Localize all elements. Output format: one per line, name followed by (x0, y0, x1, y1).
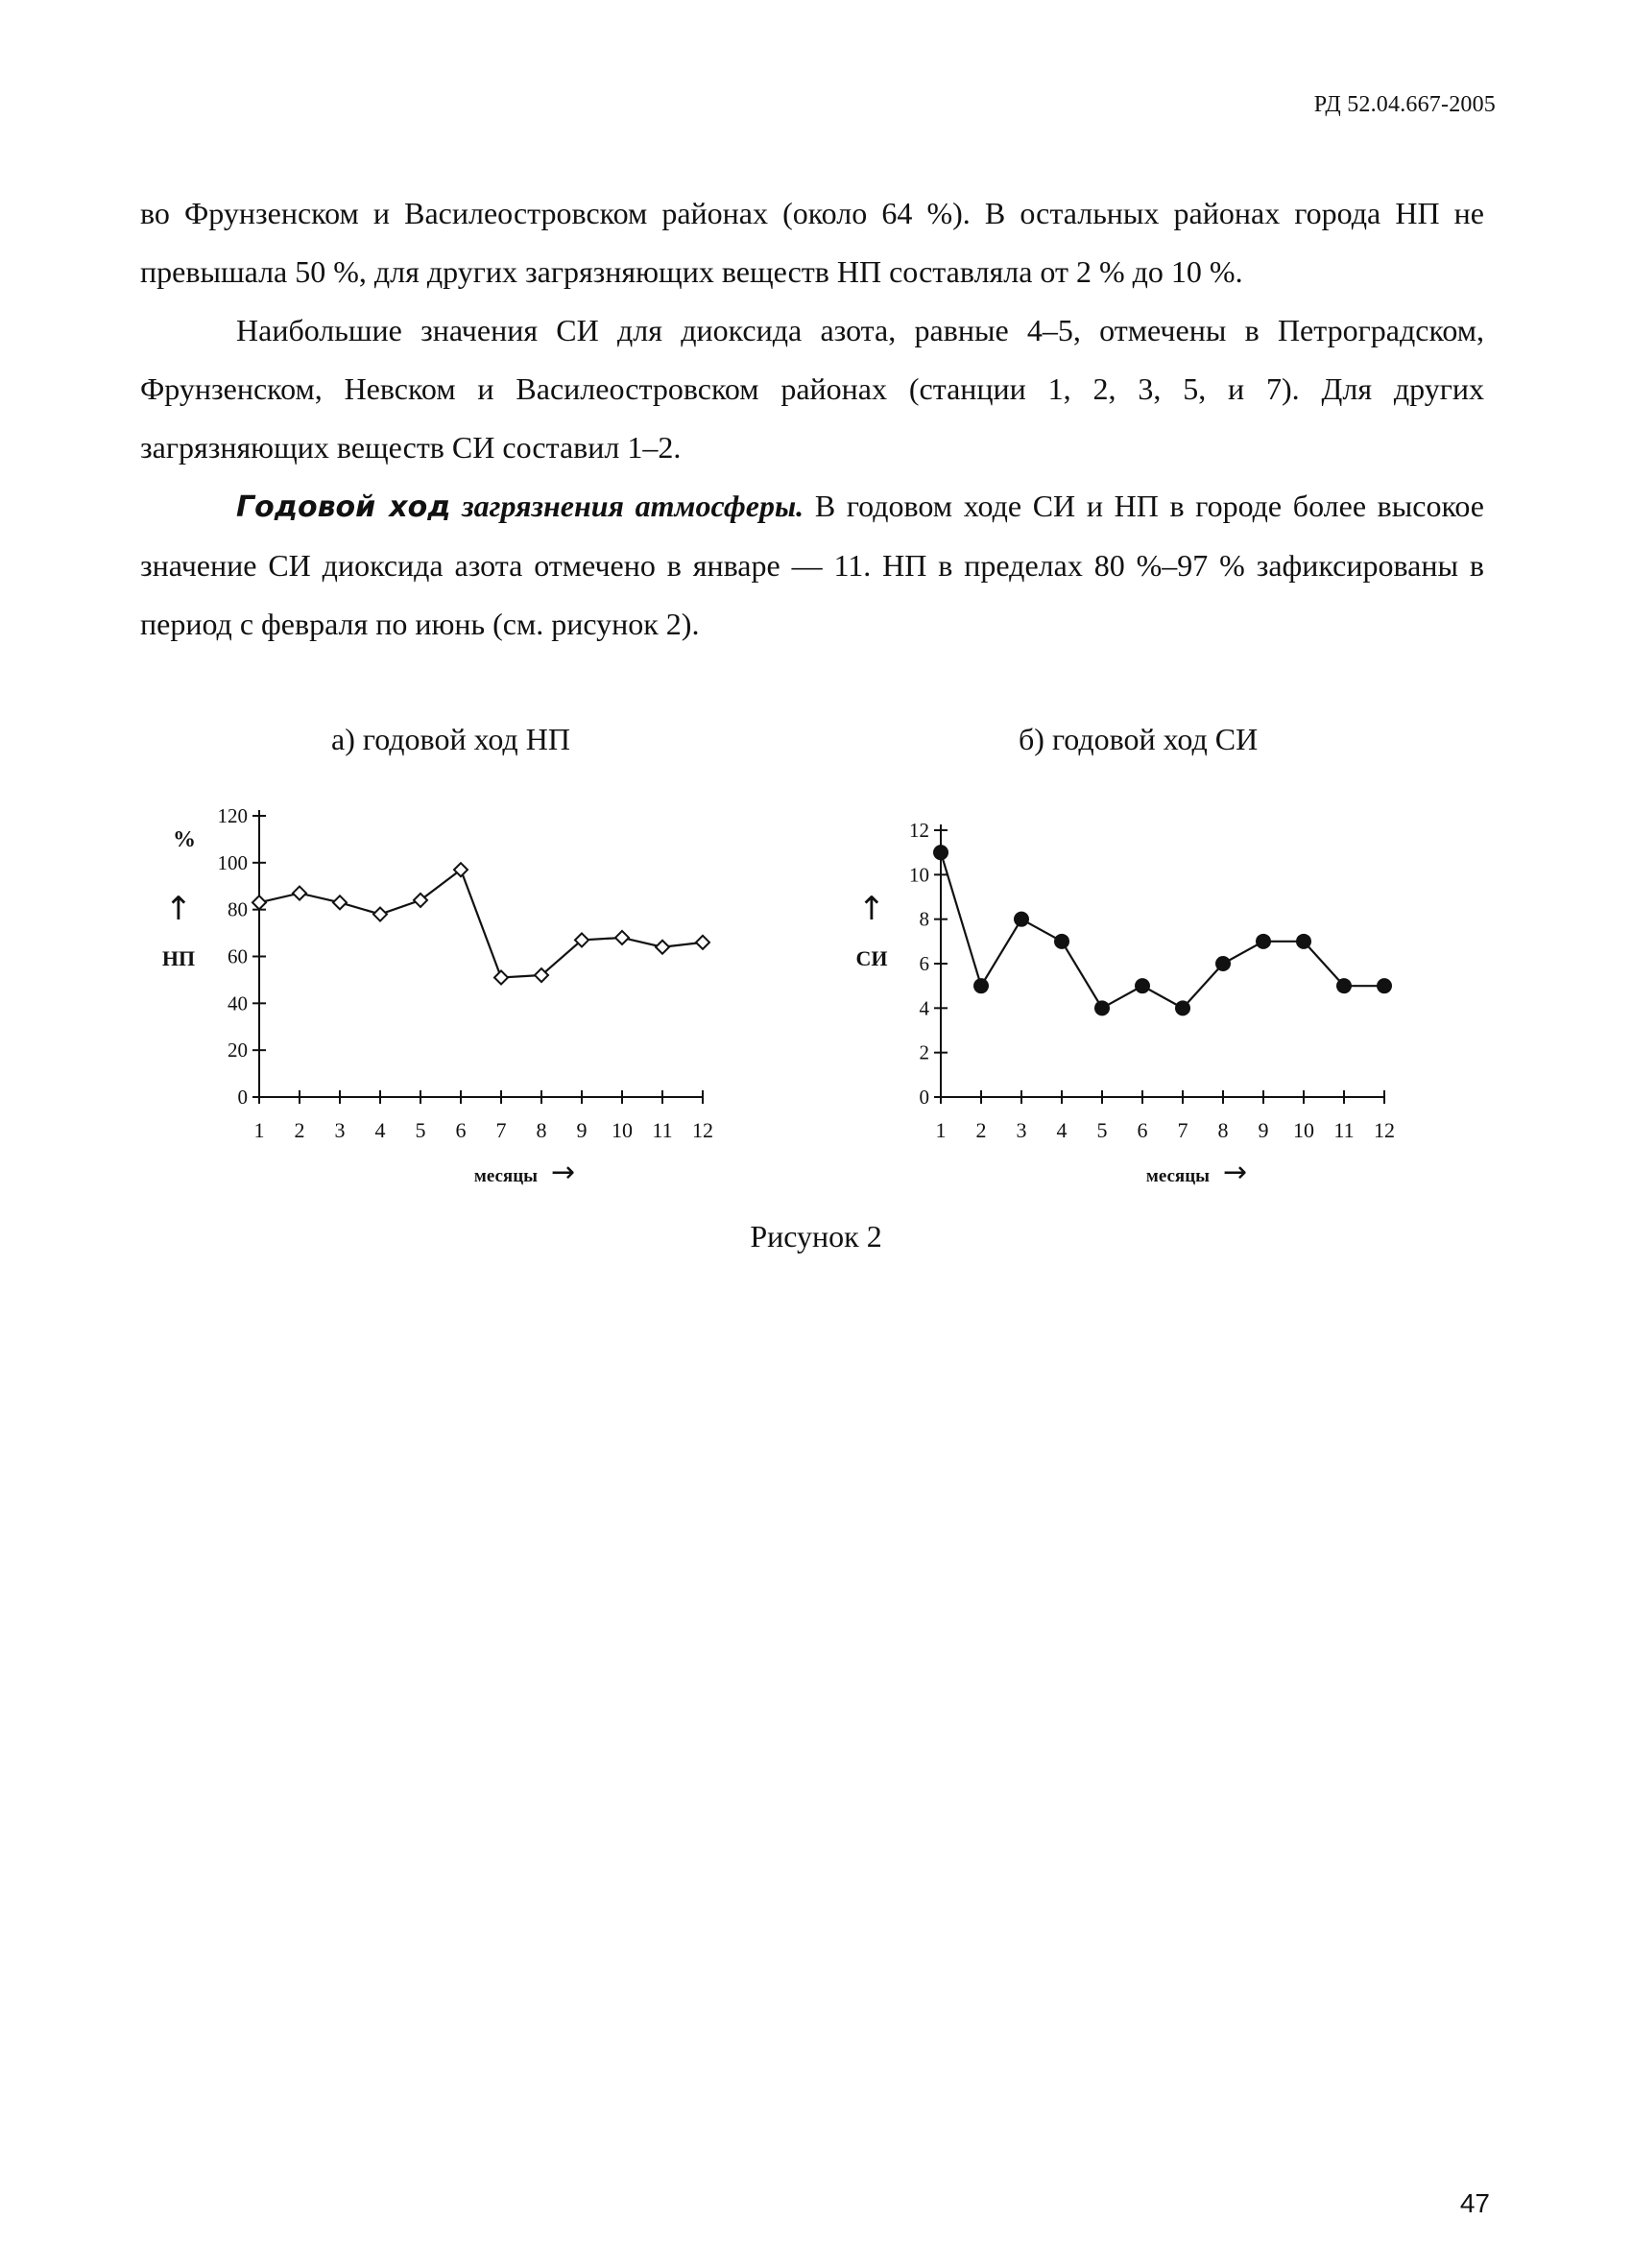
chart-a-x-tick-label: 7 (495, 1118, 507, 1142)
chart-b-point (933, 845, 948, 860)
chart-a-title: а) годовой ход НП (331, 722, 570, 756)
chart-a-x-arrow-icon: → (551, 1156, 576, 1189)
paragraph-3-lead-subheading: загрязнения атмосферы. (462, 489, 804, 523)
chart-b-x-tick-label: 6 (1137, 1118, 1148, 1142)
chart-a-x-tick-label: 8 (536, 1118, 547, 1142)
chart-b-point (1215, 956, 1231, 971)
chart-b-point (1336, 978, 1352, 993)
chart-a-point (373, 908, 387, 921)
chart-b-y-tick-label: 10 (909, 863, 929, 887)
chart-a-point (696, 936, 709, 949)
chart-a-x-label: месяцы (473, 1166, 538, 1186)
chart-a-y-tick-label: 0 (237, 1086, 248, 1109)
chart-b-y-tick-label: 0 (919, 1086, 929, 1109)
chart-b-y-arrow-icon: ↑ (857, 890, 886, 928)
chart-a-point (293, 887, 306, 900)
chart-b-x-tick-label: 12 (1374, 1118, 1395, 1142)
chart-b-x-arrow-icon: → (1223, 1156, 1248, 1189)
page-number: 47 (1459, 2188, 1490, 2218)
chart-b-x-tick-label: 5 (1096, 1118, 1108, 1142)
chart-a-x-tick-label: 6 (455, 1118, 467, 1142)
chart-a-x-tick-label: 1 (253, 1118, 265, 1142)
chart-a-point (252, 895, 266, 909)
chart-b-y-tick-label: 2 (919, 1040, 929, 1064)
chart-b-point (1256, 934, 1271, 949)
paragraph-3-text: В годовом ходе СИ и НП в городе более высокое значение СИ диоксида азота отмечено в январе — 11. НП в пределах 80 %–97 % зафиксированы в период с февраля по июнь (см. рисунок 2). (140, 489, 1485, 641)
chart-b-series-line (941, 852, 1384, 1008)
chart-b-x-tick-label: 4 (1056, 1118, 1068, 1142)
chart-a-point (656, 941, 669, 954)
chart-a-x-tick-label: 4 (374, 1118, 386, 1142)
chart-a-x-tick-label: 2 (294, 1118, 305, 1142)
chart-a-x-tick-label: 11 (652, 1118, 673, 1142)
chart-b-y-tick-label: 6 (919, 952, 929, 975)
chart-a-y-tick-label: 80 (228, 897, 248, 921)
document-code: РД 52.04.667-2005 (1313, 92, 1496, 117)
chart-a-y-unit: % (173, 827, 196, 852)
chart-a-series-line (259, 870, 703, 977)
chart-a-y-tick-label: 20 (228, 1039, 248, 1062)
chart-a-x-tick-label: 5 (415, 1118, 426, 1142)
chart-a-y-tick-label: 60 (228, 944, 248, 968)
chart-a-y-tick-label: 120 (217, 804, 248, 827)
chart-b-x-tick-label: 1 (935, 1118, 947, 1142)
chart-b-point (1296, 934, 1311, 949)
paragraph-1: во Фрунзенском и Василеостровском районах (около 64 %). В остальных районах города НП не превышала 50 %, для других загрязняющих веществ НП составляла от 2 % до 10 %. (140, 196, 1484, 289)
chart-b-y-tick-label: 4 (919, 996, 929, 1020)
chart-b-x-tick-label: 7 (1177, 1118, 1188, 1142)
chart-b-point (1094, 1000, 1110, 1015)
chart-a-x-tick-label: 12 (692, 1118, 713, 1142)
paragraph-3 (140, 477, 1484, 654)
chart-b-point (1175, 1000, 1190, 1015)
chart-b-x-tick-label: 2 (975, 1118, 987, 1142)
chart-b-x-tick-label: 11 (1333, 1118, 1355, 1142)
chart-a-x-tick-label: 9 (576, 1118, 588, 1142)
chart-b-x-label: месяцы (1145, 1166, 1210, 1186)
chart-a-point (494, 970, 508, 984)
chart-si (845, 806, 1440, 1200)
paragraph-3-lead-heading: Годовой ход (236, 490, 451, 524)
chart-np (134, 797, 749, 1200)
chart-a-x-tick-label: 10 (612, 1118, 633, 1142)
chart-a-x-tick-label: 3 (334, 1118, 346, 1142)
chart-b-y-label: СИ (855, 946, 888, 970)
chart-a-y-tick-label: 40 (228, 991, 248, 1015)
chart-a-y-label: НП (161, 946, 196, 970)
chart-b-y-tick-label: 8 (919, 907, 929, 931)
chart-a-y-tick-label: 100 (217, 850, 248, 874)
chart-b-point (1135, 978, 1150, 993)
chart-b-x-tick-label: 8 (1217, 1118, 1229, 1142)
figure-caption: Рисунок 2 (750, 1219, 882, 1253)
chart-a-point (615, 931, 629, 944)
chart-b-point (1054, 934, 1069, 949)
chart-a-point (333, 895, 347, 909)
chart-b-title: б) годовой ход СИ (1019, 722, 1259, 756)
chart-a-y-arrow-icon: ↑ (164, 890, 193, 928)
chart-b-point (1377, 978, 1392, 993)
chart-b-y-tick-label: 12 (909, 819, 929, 842)
chart-b-x-tick-label: 3 (1016, 1118, 1027, 1142)
chart-b-point (973, 978, 989, 993)
chart-b-x-tick-label: 9 (1258, 1118, 1269, 1142)
chart-b-x-tick-label: 10 (1293, 1118, 1314, 1142)
paragraph-2: Наибольшие значения СИ для диоксида азота, равные 4–5, отмечены в Петроградском, Фрунзенском, Невском и Василеостровском районах (станции 1, 2, 3, 5, и 7). Для других загрязняющих веществ СИ составил 1–2. (140, 313, 1484, 465)
chart-b-point (1014, 912, 1029, 927)
